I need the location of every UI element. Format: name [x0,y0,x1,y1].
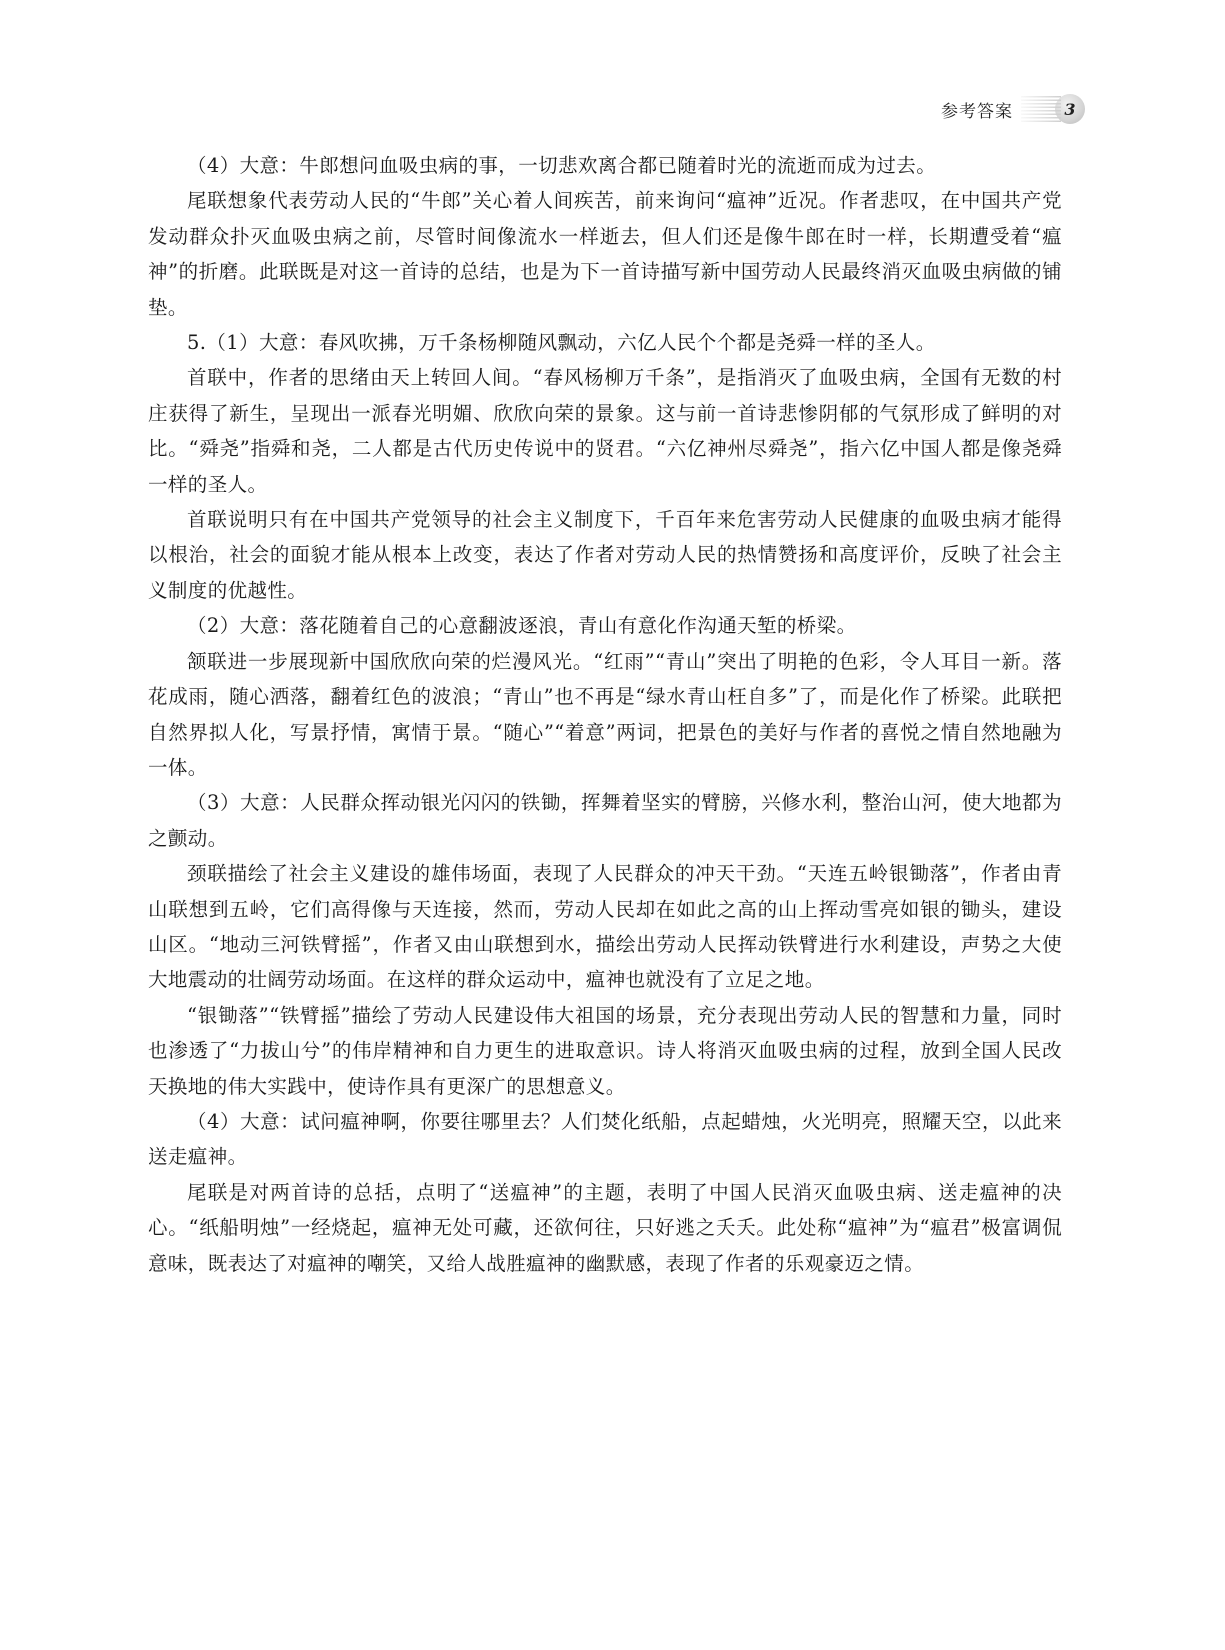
paragraph: 颈联描绘了社会主义建设的雄伟场面，表现了人民群众的冲天干劲。“天连五岭银锄落”，作者由青山联想到五岭，它们高得像与天连接，然而，劳动人民却在如此之高的山上挥动雪亮如银的锄头，建设山区。“地动三河铁臂摇”，作者又由山联想到水，描绘出劳动人民挥动铁臂进行水利建设，声势之大使大地震动的壮阔劳动场面。在这样的群众运动中，瘟神也就没有了立足之地。 [148,862,1062,992]
page-number-badge: 3 [1055,94,1085,124]
paragraph: 颔联进一步展现新中国欣欣向荣的烂漫风光。“红雨”“青山”突出了明艳的色彩，令人耳目一新。落花成雨，随心洒落，翻着红色的波浪；“青山”也不再是“绿水青山枉自多”了，而是化作了桥梁。此联把自然界拟人化，写景抒情，寓情于景。“随心”“着意”两词，把景色的美好与作者的喜悦之情自然地融为一体。 [148,649,1062,779]
paragraph: （2）大意：落花随着自己的心意翻波逐浪，青山有意化作沟通天堑的桥梁。 [187,614,857,638]
paragraph: 首联中，作者的思绪由天上转回人间。“春风杨柳万千条”，是指消灭了血吸虫病，全国有无数的村庄获得了新生，呈现出一派春光明媚、欣欣向荣的景象。这与前一首诗悲惨阴郁的气氛形成了鲜明的对比。“舜尧”指舜和尧，二人都是古代历史传说中的贤君。“六亿神州尽舜尧”，指六亿中国人都是像尧舜一样的圣人。 [148,366,1062,496]
page-header [941,92,1085,126]
paragraph: 首联说明只有在中国共产党领导的社会主义制度下，千百年来危害劳动人民健康的血吸虫病才能得以根治，社会的面貌才能从根本上改变，表达了作者对劳动人民的热情赞扬和高度评价，反映了社会主义制度的优越性。 [148,508,1062,602]
paragraph: “银锄落”“铁臂摇”描绘了劳动人民建设伟大祖国的场景，充分表现出劳动人民的智慧和力量，同时也渗透了“力拔山兮”的伟岸精神和自力更生的进取意识。诗人将消灭血吸虫病的过程，放到全国人民改天换地的伟大实践中，使诗作具有更深广的思想意义。 [148,1003,1062,1098]
paragraph: 尾联是对两首诗的总括，点明了“送瘟神”的主题，表明了中国人民消灭血吸虫病、送走瘟神的决心。“纸船明烛”一经烧起，瘟神无处可藏，还欲何往，只好逃之夭夭。此处称“瘟神”为“瘟君”极富调侃意味，既表达了对瘟神的嘲笑，又给人战胜瘟神的幽默感，表现了作者的乐观豪迈之情。 [148,1180,1062,1275]
header-stripes-decoration [1021,96,1061,122]
paragraph: （4）大意：试问瘟神啊，你要往哪里去？人们焚化纸船，点起蜡烛，火光明亮，照耀天空，以此来送走瘟神。 [148,1109,1062,1169]
paragraph: 尾联想象代表劳动人民的“牛郎”关心着人间疾苦，前来询问“瘟神”近况。作者悲叹，在中国共产党发动群众扑灭血吸虫病之前，尽管时间像流水一样逝去，但人们还是像牛郎在时一样，长期遭受着“瘟神”的折磨。此联既是对这一首诗的总结，也是为下一首诗描写新中国劳动人民最终消灭血吸虫病做的铺垫。 [148,189,1062,319]
header-title: 参考答案 [941,101,1013,122]
paragraph: （4）大意：牛郎想问血吸虫病的事，一切悲欢离合都已随着时光的流逝而成为过去。 [187,154,937,177]
paragraph: （3）大意：人民群众挥动银光闪闪的铁锄，挥舞着坚实的臂膀，兴修水利，整治山河，使大地都为之颤动。 [148,791,1062,850]
answer-content [148,148,1062,1281]
paragraph: 5.（1）大意：春风吹拂，万千条杨柳随风飘动，六亿人民个个都是尧舜一样的圣人。 [187,331,936,355]
